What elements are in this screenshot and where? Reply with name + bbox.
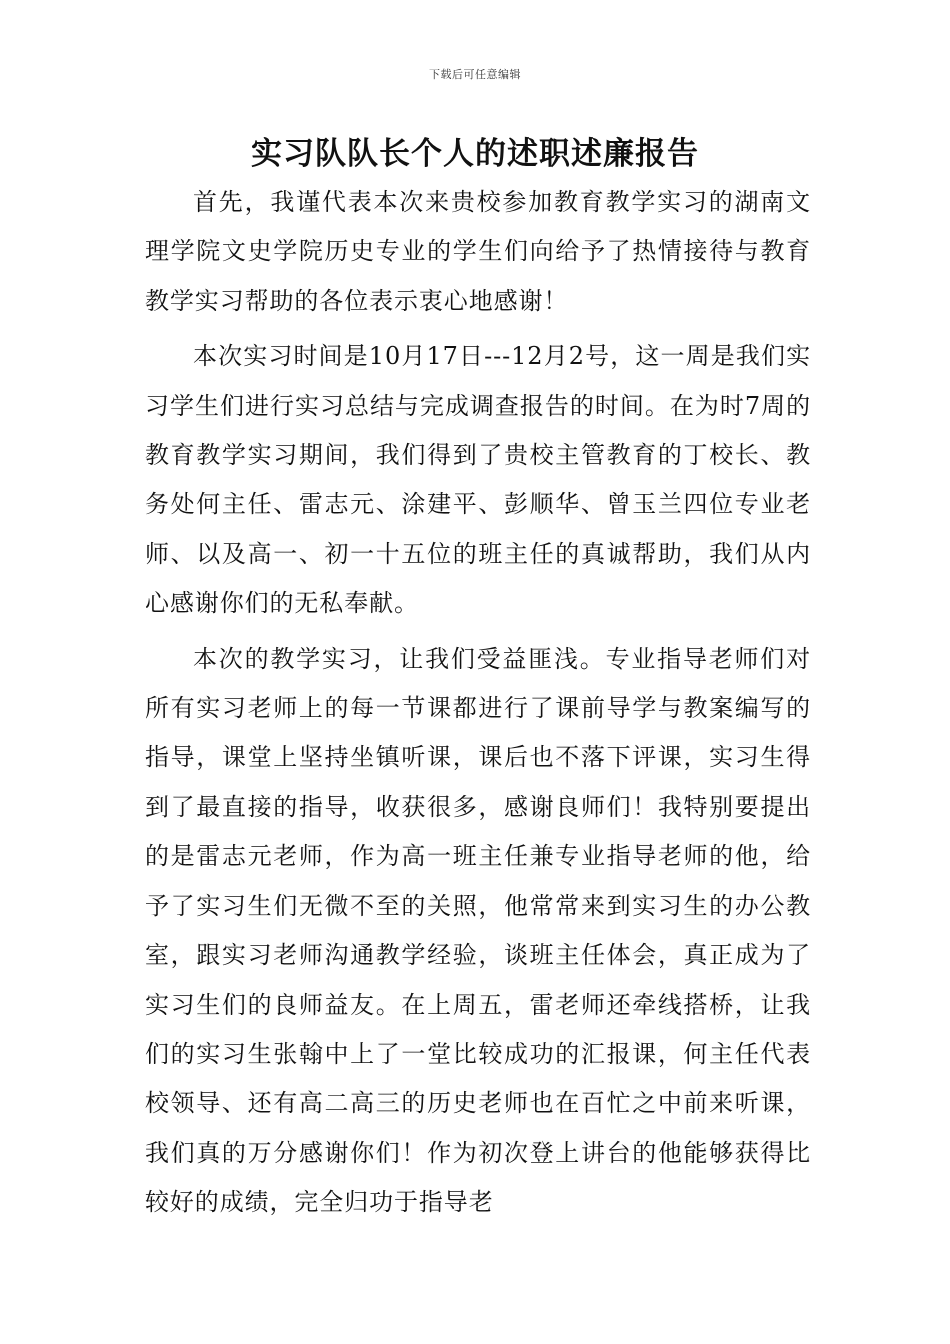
header-note: 下载后可任意编辑	[429, 68, 521, 81]
paragraph: 本次的教学实习，让我们受益匪浅。专业指导老师们对所有实习老师上的每一节课都进行了课前导学与教案编写的指导，课堂上坚持坐镇听课，课后也不落下评课，实习生得到了最直接的指导，收获很多，感谢良师们！我特别要提出的是雷志元老师，作为高一班主任兼专业指导老师的他，给予了实习生们无微不至的关照，他常常来到实习生的办公教室，跟实习老师沟通教学经验，谈班主任体会，真正成为了实习生们的良师益友。在上周五，雷老师还牵线搭桥，让我们的实习生张翰中上了一堂比较成功的汇报课，何主任代表校领导、还有高二高三的历史老师也在百忙之中前来听课，我们真的万分感谢你们！作为初次登上讲台的他能够获得比较好的成绩，完全归功于指导老	[145, 644, 811, 1217]
paragraph: 本次实习时间是10月17日---12月2号，这一周是我们实习学生们进行实习总结与完成调查报告的时间。在为时7周的教育教学实习期间，我们得到了贵校主管教育的丁校长、教务处何主任、雷志元、涂建平、彭顺华、曾玉兰四位专业老师、以及高一、初一十五位的班主任的真诚帮助，我们从内心感谢你们的无私奉献。	[145, 342, 811, 618]
document-title: 实习队队长个人的述职述廉报告	[251, 136, 699, 172]
document-body	[145, 178, 811, 1234]
paragraph: 首先，我谨代表本次来贵校参加教育教学实习的湖南文理学院文史学院历史专业的学生们向给予了热情接待与教育教学实习帮助的各位表示衷心地感谢！	[145, 188, 811, 315]
